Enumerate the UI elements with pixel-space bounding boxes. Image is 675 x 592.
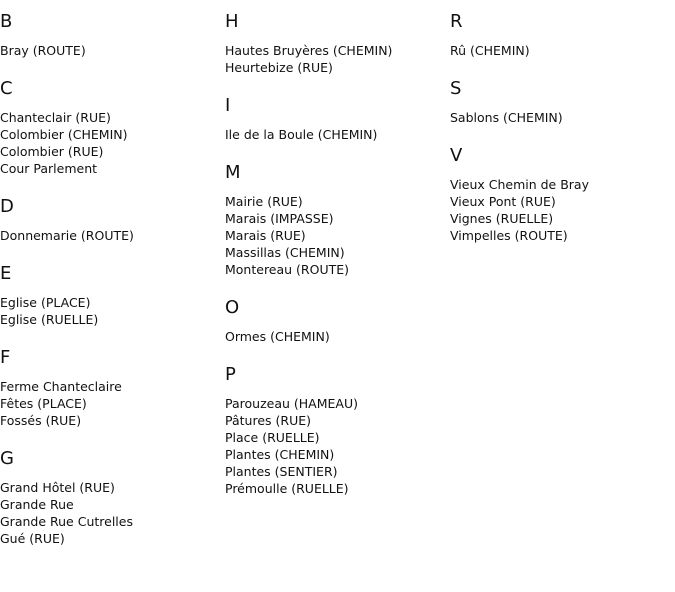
street-list-item [225,59,445,76]
letter-group [225,364,445,497]
street-link[interactable]: Grand Hôtel (RUE) [0,480,115,495]
street-link[interactable]: Place (RUELLE) [225,430,320,445]
street-list-item [0,160,220,177]
street-link[interactable]: Parouzeau (HAMEAU) [225,396,358,411]
street-list-item [225,446,445,463]
letter-heading: C [0,78,13,99]
letter-heading: D [0,196,14,217]
street-list-item [450,109,670,126]
letter-heading: O [225,297,240,318]
street-link[interactable]: Fossés (RUE) [0,413,82,428]
letter-group [0,263,220,328]
letter-group [0,347,220,429]
letter-heading: F [0,347,11,368]
street-link[interactable]: Marais (RUE) [225,228,306,243]
street-list-item [0,42,220,59]
street-link[interactable]: Montereau (ROUTE) [225,262,350,277]
street-list [450,109,670,126]
letter-group [0,11,220,59]
street-list-item [450,176,670,193]
street-link[interactable]: Prémoulle (RUELLE) [225,481,349,496]
street-link[interactable]: Mairie (RUE) [225,194,303,209]
street-link[interactable]: Ferme Chanteclaire [0,379,122,394]
letter-heading: H [225,11,239,32]
street-list-item [225,261,445,278]
street-link[interactable]: Hautes Bruyères (CHEMIN) [225,43,393,58]
street-link[interactable]: Vignes (RUELLE) [450,211,554,226]
street-list-item [225,210,445,227]
street-list [225,395,445,497]
street-list-item [0,395,220,412]
street-link[interactable]: Pâtures (RUE) [225,413,311,428]
street-link[interactable]: Gué (RUE) [0,531,65,546]
letter-heading: V [450,145,463,166]
street-list-item [225,395,445,412]
street-list [0,42,220,59]
letter-group [450,145,670,244]
letter-heading: R [450,11,463,32]
letter-heading: I [225,95,231,116]
street-list [450,42,670,59]
street-link[interactable]: Bray (ROUTE) [0,43,86,58]
street-list-item [450,227,670,244]
street-list [450,176,670,244]
letter-group [450,11,670,59]
index-column-2 [225,11,445,516]
street-list-item [225,463,445,480]
street-list [0,109,220,177]
letter-group [225,11,445,76]
street-list-item [225,227,445,244]
letter-group [450,78,670,126]
street-link[interactable]: Colombier (CHEMIN) [0,127,128,142]
street-link[interactable]: Vieux Chemin de Bray [450,177,589,192]
street-list [225,126,445,143]
street-list-item [225,429,445,446]
street-link[interactable]: Ormes (CHEMIN) [225,329,330,344]
street-link[interactable]: Rû (CHEMIN) [450,43,530,58]
letter-group [225,162,445,278]
street-link[interactable]: Eglise (PLACE) [0,295,91,310]
street-list-item [450,210,670,227]
street-list-item [225,193,445,210]
street-link[interactable]: Chanteclair (RUE) [0,110,111,125]
street-link[interactable]: Eglise (RUELLE) [0,312,99,327]
letter-heading: M [225,162,241,183]
street-list-item [0,109,220,126]
street-link[interactable]: Ile de la Boule (CHEMIN) [225,127,378,142]
street-link[interactable]: Vieux Pont (RUE) [450,194,556,209]
street-link[interactable]: Vimpelles (ROUTE) [450,228,568,243]
street-link[interactable]: Heurtebize (RUE) [225,60,333,75]
street-link[interactable]: Massillas (CHEMIN) [225,245,345,260]
letter-group [0,78,220,177]
street-list-item [225,42,445,59]
street-list-item [225,126,445,143]
street-link[interactable]: Cour Parlement [0,161,98,176]
street-list-item [0,496,220,513]
letter-group [225,95,445,143]
street-link[interactable]: Plantes (SENTIER) [225,464,338,479]
street-list-item [0,126,220,143]
street-link[interactable]: Plantes (CHEMIN) [225,447,335,462]
letter-heading: G [0,448,14,469]
letter-heading: E [0,263,12,284]
street-list-item [0,227,220,244]
letter-heading: B [0,11,13,32]
letter-group [0,196,220,244]
street-list-item [450,42,670,59]
street-link[interactable]: Grande Rue Cutrelles [0,514,133,529]
street-link[interactable]: Fêtes (PLACE) [0,396,87,411]
street-list-item [0,513,220,530]
letter-heading: S [450,78,462,99]
street-list-item [0,530,220,547]
street-list-item [0,378,220,395]
street-list-item [0,294,220,311]
street-link[interactable]: Donnemarie (ROUTE) [0,228,134,243]
street-link[interactable]: Grande Rue [0,497,74,512]
street-link[interactable]: Sablons (CHEMIN) [450,110,563,125]
street-list-item [450,193,670,210]
street-list-item [0,143,220,160]
street-list [0,378,220,429]
street-link[interactable]: Colombier (RUE) [0,144,104,159]
street-list [225,193,445,278]
letter-group [225,297,445,345]
street-list [225,328,445,345]
street-list [0,294,220,328]
street-list-item [225,328,445,345]
street-list-item [0,412,220,429]
index-column-3 [450,11,670,263]
street-list [225,42,445,76]
street-list-item [0,311,220,328]
street-list-item [0,479,220,496]
street-list [0,479,220,547]
letter-heading: P [225,364,236,385]
letter-group [0,448,220,547]
index-column-1 [0,11,220,566]
street-list-item [225,412,445,429]
street-list [0,227,220,244]
street-link[interactable]: Marais (IMPASSE) [225,211,334,226]
street-list-item [225,480,445,497]
street-list-item [225,244,445,261]
